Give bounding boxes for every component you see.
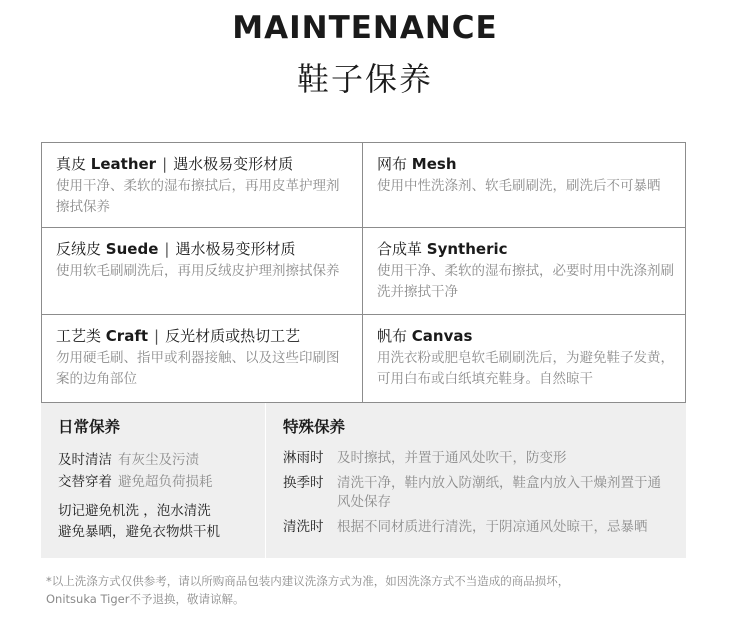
special-care-section: [266, 403, 686, 558]
material-desc: 使用干净、柔软的湿布擦拭后，再用皮革护理剂擦拭保养: [56, 178, 340, 215]
daily-care-row: 交替穿着 避免超负荷损耗: [58, 474, 213, 490]
material-desc: 使用中性洗涤剂、软毛刷刷洗，刷洗后不可暴晒: [377, 178, 661, 194]
special-care-row: 淋雨时 及时擦拭，并置于通风处吹干，防变形: [283, 450, 567, 466]
material-cell-syntheric: [363, 228, 685, 315]
material-desc: 使用软毛刷刷洗后，再用反绒皮护理剂擦拭保养: [56, 263, 340, 279]
material-desc: 勿用硬毛刷、指甲或利器接触、以及这些印刷图案的边角部位: [56, 350, 340, 387]
daily-care-title: 日常保养: [58, 418, 121, 436]
material-cell-mesh: [363, 143, 685, 228]
special-care-row: 换季时 清洗干净，鞋内放入防潮纸，鞋盒内放入干燥剂置于通风处保存: [283, 475, 661, 510]
special-care-row: 清洗时 根据不同材质进行清洗，于阴凉通风处晾干，忌暴晒: [283, 519, 648, 535]
care-panel: [41, 403, 686, 558]
material-grid: [41, 142, 686, 403]
daily-care-warning: 切记避免机洗 ，泡水清洗 避免暴晒，避免衣物烘干机: [58, 503, 220, 540]
footnote: *以上洗涤方式仅供参考，请以所购商品包装内建议洗涤方式为准，如因洗涤方式不当造成的商品损坏， Onitsuka Tiger不予退换，敬请谅解。: [46, 574, 570, 606]
material-cell-craft: [42, 315, 363, 402]
material-cell-suede: [42, 228, 363, 315]
material-title: 帆布 Canvas: [377, 327, 473, 345]
material-title: 工艺类 Craft | 反光材质或热切工艺: [56, 327, 301, 345]
material-cell-leather: [42, 143, 363, 228]
special-care-title: 特殊保养: [283, 418, 346, 436]
material-title: 网布 Mesh: [377, 155, 457, 173]
material-title: 真皮 Leather | 遇水极易变形材质: [56, 155, 294, 173]
page-title-cn: 鞋子保养: [296, 60, 433, 98]
material-title: 合成革 Syntheric: [377, 240, 508, 258]
material-cell-canvas: [363, 315, 685, 402]
material-desc: 使用干净、柔软的湿布擦拭，必要时用中洗涤剂刷洗并擦拭干净: [377, 263, 674, 300]
daily-care-section: [41, 403, 266, 558]
material-desc: 用洗衣粉或肥皂软毛刷刷洗后，为避免鞋子发黄，可用白布或白纸填充鞋身。自然晾干: [377, 350, 674, 387]
material-title: 反绒皮 Suede | 遇水极易变形材质: [56, 240, 296, 258]
page-title-en: MAINTENANCE: [232, 10, 498, 46]
daily-care-row: 及时清洁 有灰尘及污渍: [58, 452, 199, 468]
